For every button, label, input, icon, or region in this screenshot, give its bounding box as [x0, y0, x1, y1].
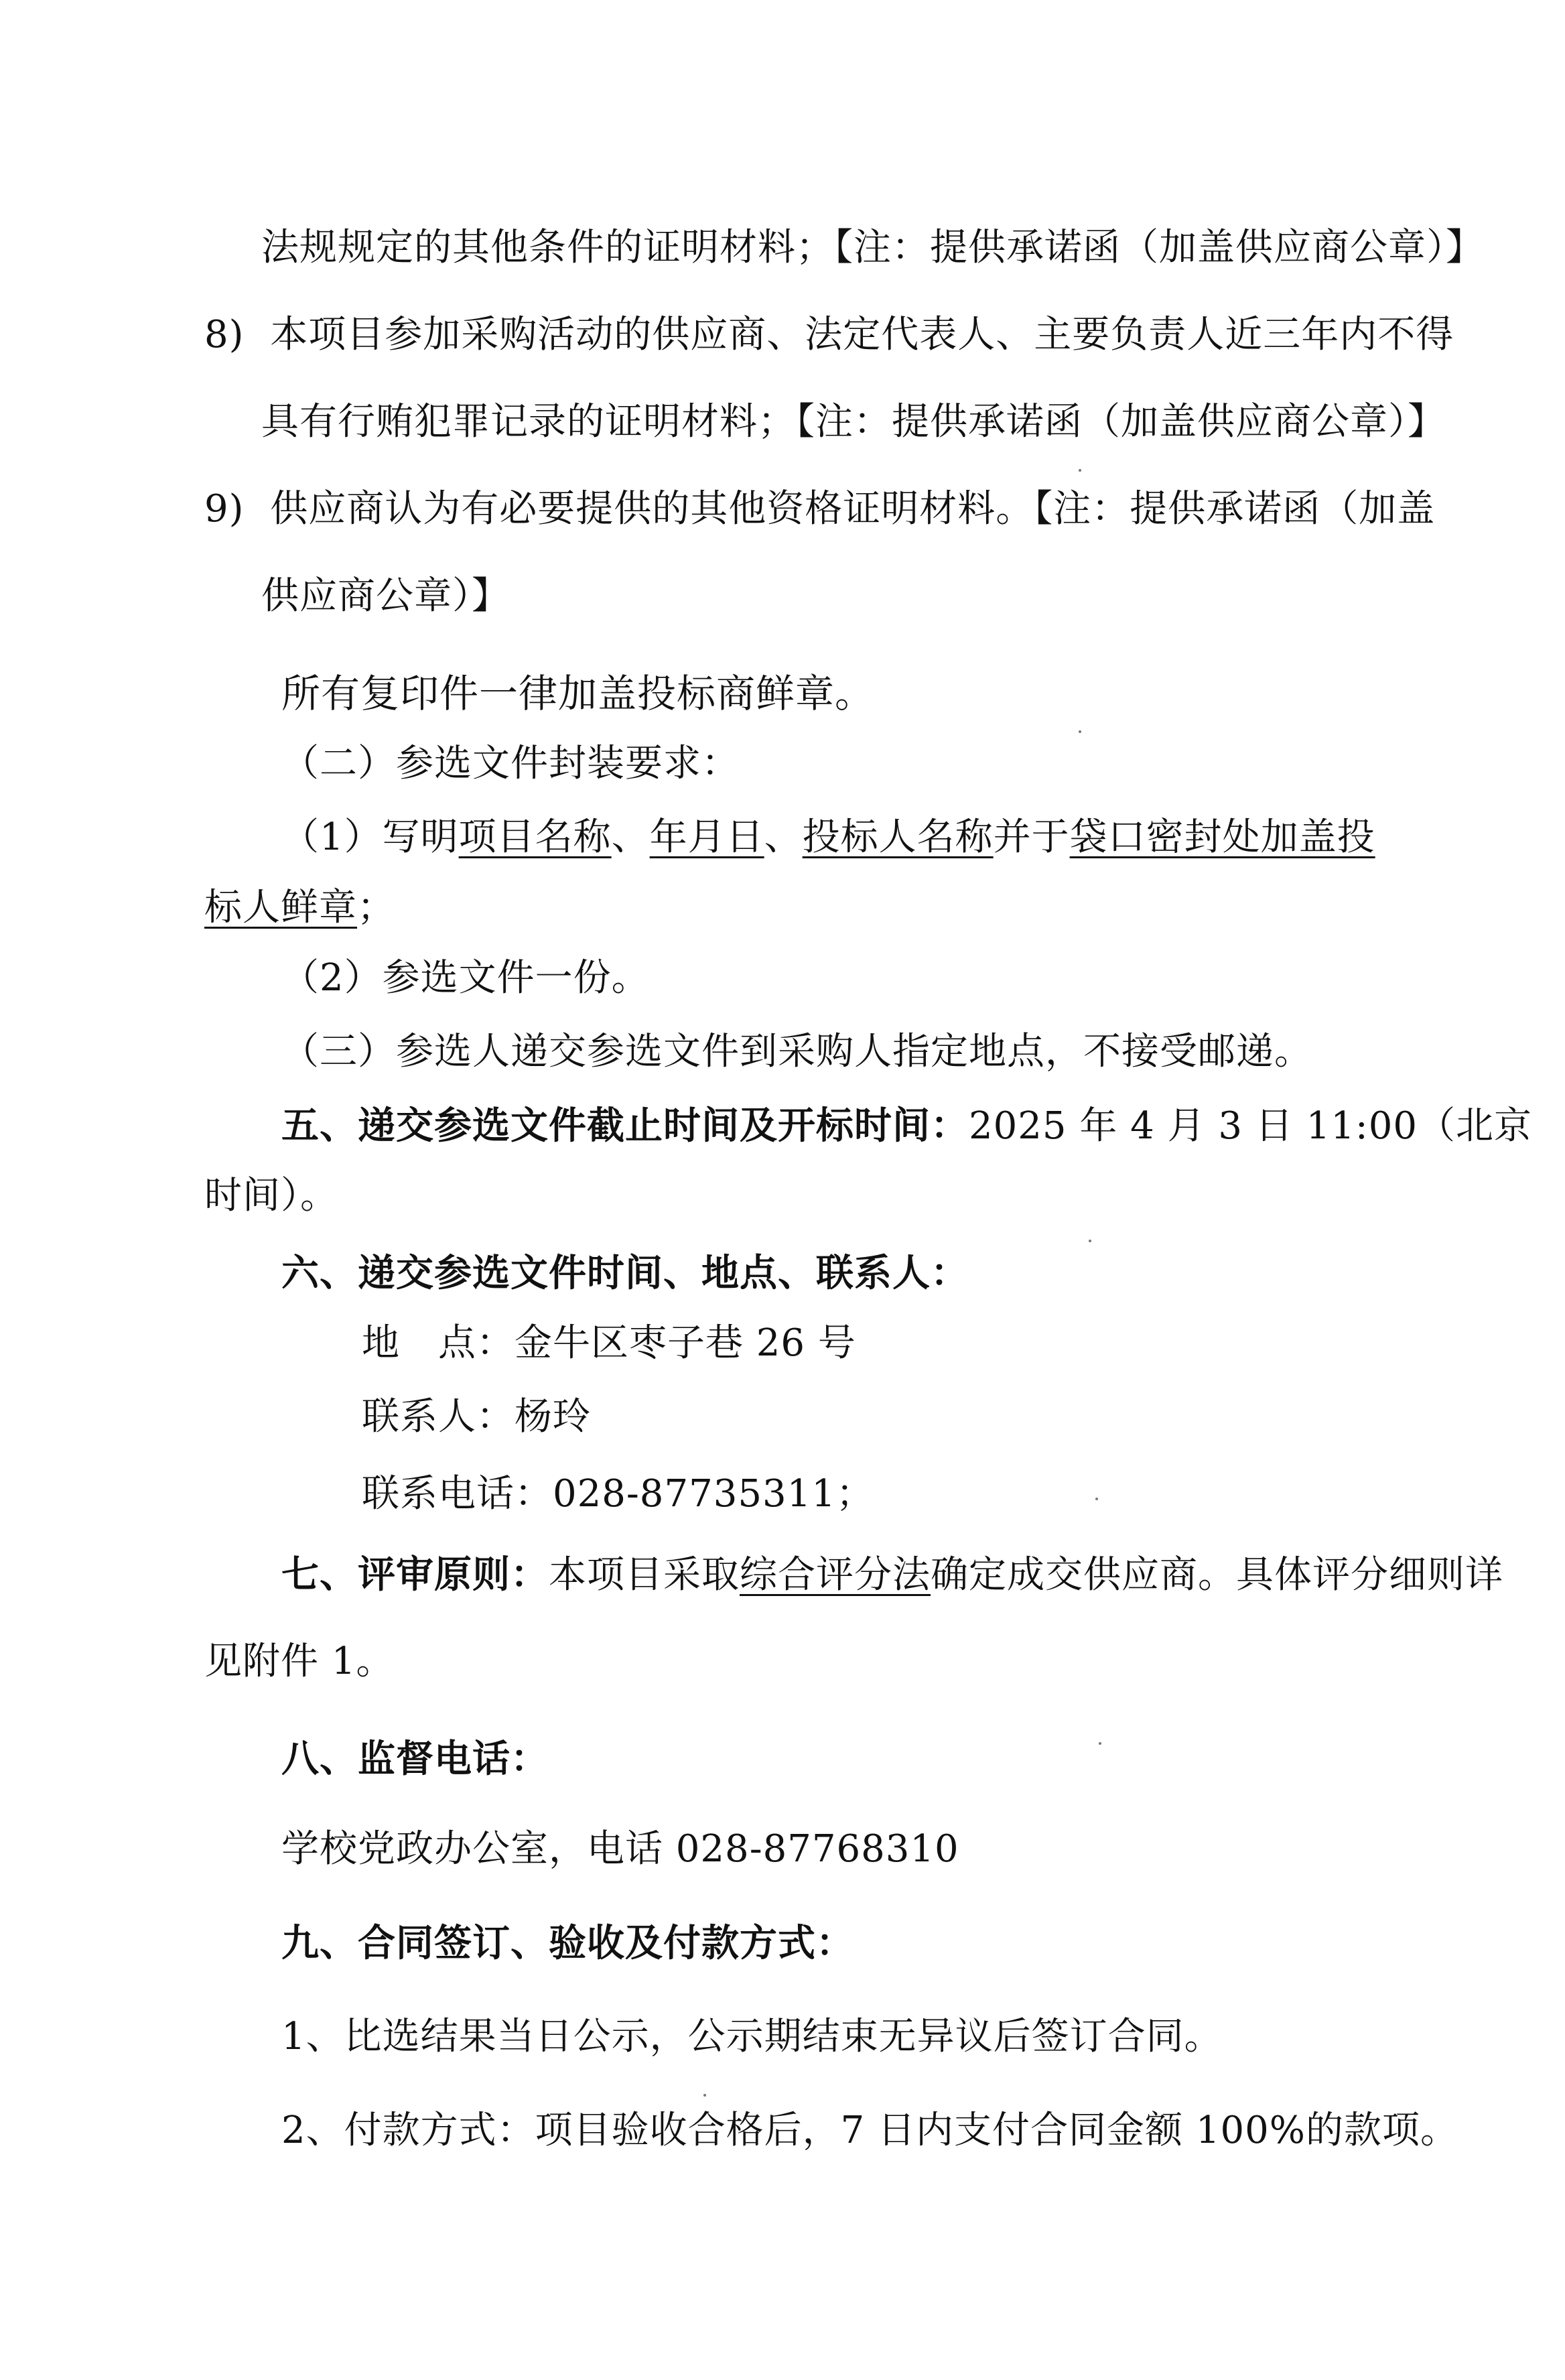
section-3-submission: （三）参选人递交参选文件到采购人指定地点，不接受邮递。: [281, 1030, 1312, 1073]
paragraph-line-3: 具有行贿犯罪记录的证明材料；【注：提供承诺函（加盖供应商公章）】: [261, 400, 1446, 444]
supervision-phone: 学校党政办公室，电话 028-87768310: [281, 1827, 959, 1871]
underlined-seal: 标人鲜章: [204, 886, 357, 929]
underlined-bidder-name: 投标人名称: [802, 815, 994, 859]
list-text: 供应商认为有必要提供的其他资格证明材料。【注：提供承诺函（加盖: [270, 487, 1436, 531]
section-8-heading: 八、监督电话：: [281, 1737, 549, 1781]
section-7-heading: 七、评审原则：: [281, 1552, 549, 1597]
underlined-seal-location: 袋口密封处加盖投: [1069, 815, 1375, 859]
packaging-requirement-2: （2）参选文件一份。: [281, 956, 650, 1000]
list-number: 9): [204, 487, 245, 531]
deadline-datetime: 2025 年 4 月 3 日 11:00（北京: [969, 1104, 1532, 1148]
section-2-heading: （二）参选文件封装要求：: [281, 742, 740, 785]
section-5-cont: 时间）。: [204, 1174, 338, 1217]
underlined-date: 年月日: [649, 815, 764, 859]
copies-note: 所有复印件一律加盖投标商鲜章。: [281, 671, 875, 716]
text: 本项目采取: [549, 1553, 740, 1597]
packaging-requirement-1: [281, 811, 1375, 864]
text: 并于: [993, 815, 1070, 859]
paragraph-line-1: 法规规定的其他条件的证明材料；【注：提供承诺函（加盖供应商公章）】: [261, 226, 1484, 269]
scan-speck: [1099, 1742, 1101, 1745]
section-9-heading: 九、合同签订、验收及付款方式：: [281, 1921, 854, 1965]
section-5-deadline: [281, 1099, 1532, 1153]
scan-speck: [1079, 730, 1081, 733]
packaging-requirement-1-cont: [204, 881, 395, 935]
section-6-heading: 六、递交参选文件时间、地点、联系人：: [281, 1251, 969, 1295]
underlined-method: 综合评分法: [740, 1553, 931, 1597]
list-text: 本项目参加采购活动的供应商、法定代表人、主要负责人近三年内不得: [270, 313, 1454, 356]
text: 确定成交供应商。具体评分细则详: [931, 1553, 1503, 1597]
list-number: 8): [204, 313, 245, 356]
list-item-8: [204, 308, 1454, 362]
contract-item-2: 2、付款方式：项目验收合格后，7 日内支付合同金额 100%的款项。: [281, 2109, 1458, 2152]
scan-speck: [703, 2094, 706, 2097]
scan-speck: [1079, 469, 1081, 472]
contact-location: 地 点：金牛区枣子巷 26 号: [362, 1321, 856, 1365]
text: （1）写明: [281, 815, 459, 859]
section-5-heading: 五、递交参选文件截止时间及开标时间：: [281, 1104, 969, 1148]
text: 、: [611, 815, 650, 859]
paragraph-line-5: 供应商公章）】: [261, 574, 510, 618]
contact-phone: 联系电话：028-87735311；: [362, 1472, 874, 1516]
section-7-cont: 见附件 1。: [204, 1640, 395, 1683]
text: 、: [764, 815, 803, 859]
underlined-project-name: 项目名称: [458, 815, 612, 859]
text: ；: [357, 886, 395, 929]
scan-speck: [1089, 1240, 1091, 1242]
contract-item-1: 1、比选结果当日公示，公示期结束无异议后签订合同。: [281, 2015, 1223, 2058]
contact-person: 联系人：杨玲: [362, 1395, 591, 1439]
section-7-evaluation: [281, 1548, 1503, 1602]
list-item-9: [204, 482, 1435, 536]
scan-speck: [1095, 1498, 1098, 1500]
